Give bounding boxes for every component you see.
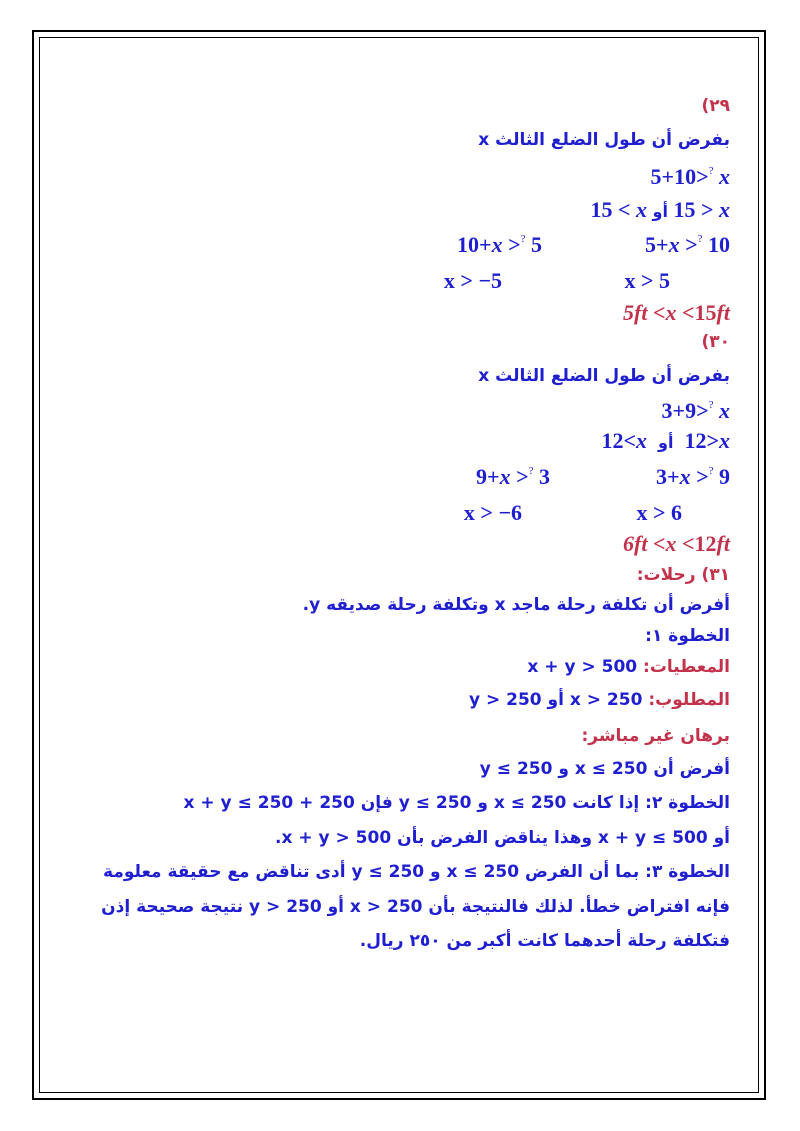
problem-30-line-4-right: x > 6: [636, 500, 682, 525]
given-label: المعطيات:: [643, 657, 730, 677]
problem-31-assumption-2: أفرض أن 250 ≥ x و 250 ≥ y: [479, 759, 730, 779]
problem-29-line-4-right: x > 5: [624, 268, 670, 293]
problem-31-heading: ٣١) رحلات:: [636, 565, 730, 585]
problem-30-number: (٣٠: [701, 332, 730, 352]
problem-31-step-1: الخطوة ١:: [645, 626, 730, 646]
problem-29-line-2: 15 < x أو 15 > x: [590, 197, 730, 222]
problem-29-line-4-left: x > −5: [443, 268, 502, 293]
problem-31-conclusion: فتكلفة رحلة أحدهما كانت أكبر من ٢٥٠ ريال.: [359, 931, 730, 951]
problem-31-step-2: الخطوة ٢: إذا كانت 250 ≥ x و 250 ≥ y فإن 250 + 250 ≥ x + y: [183, 793, 730, 813]
problem-30-result: 6ft <x <12ft: [623, 531, 730, 556]
problem-30-line-3-right: 3+x >? 9: [656, 464, 730, 489]
problem-29-line-3-right: 5+x >? 10: [645, 232, 730, 257]
problem-29-number: (٢٩: [701, 96, 730, 116]
problem-31-indirect-proof: برهان غير مباشر:: [581, 726, 730, 746]
problem-30-intro: بفرض أن طول الضلع الثالث x: [478, 366, 730, 386]
problem-31-step-3: الخطوة ٣: بما أن الفرض 250 ≥ x و 250 ≥ y أدى تناقض مع حقيقة معلومة: [103, 862, 730, 882]
problem-31-assumption: أفرض أن تكلفة رحلة ماجد x وتكلفة رحلة صديقه y.: [302, 595, 730, 615]
problem-31-step-2-continued: أو 500 ≥ x + y وهذا يناقض الفرض بأن x + y > 500.: [274, 828, 730, 848]
given-expression: x + y > 500: [527, 657, 638, 677]
problem-31-step-3-continued: فإنه افتراض خطأ. لذلك فالنتيجة بأن 250 < x أو 250 < y نتيجة صحيحة إذن: [101, 897, 730, 917]
required-label: المطلوب:: [648, 690, 730, 710]
required-expression: 250 < x أو 250 < y: [468, 690, 643, 710]
problem-31-required: [469, 690, 730, 710]
problem-30-line-4-left: x > −6: [463, 500, 522, 525]
problem-29-intro: بفرض أن طول الضلع الثالث x: [478, 130, 730, 150]
problem-29-result: 5ft <x <15ft: [623, 300, 730, 325]
problem-30-line-3-left: 9+x >? 3: [476, 464, 550, 489]
problem-31-given: [527, 657, 730, 677]
problem-29-line-1: 5+10>? x: [650, 164, 730, 189]
problem-29-line-3-left: 10+x >? 5: [457, 232, 542, 257]
problem-30-line-1: 3+9>? x: [661, 398, 730, 423]
problem-30-line-2: 12<x أو 12>x: [601, 428, 730, 453]
